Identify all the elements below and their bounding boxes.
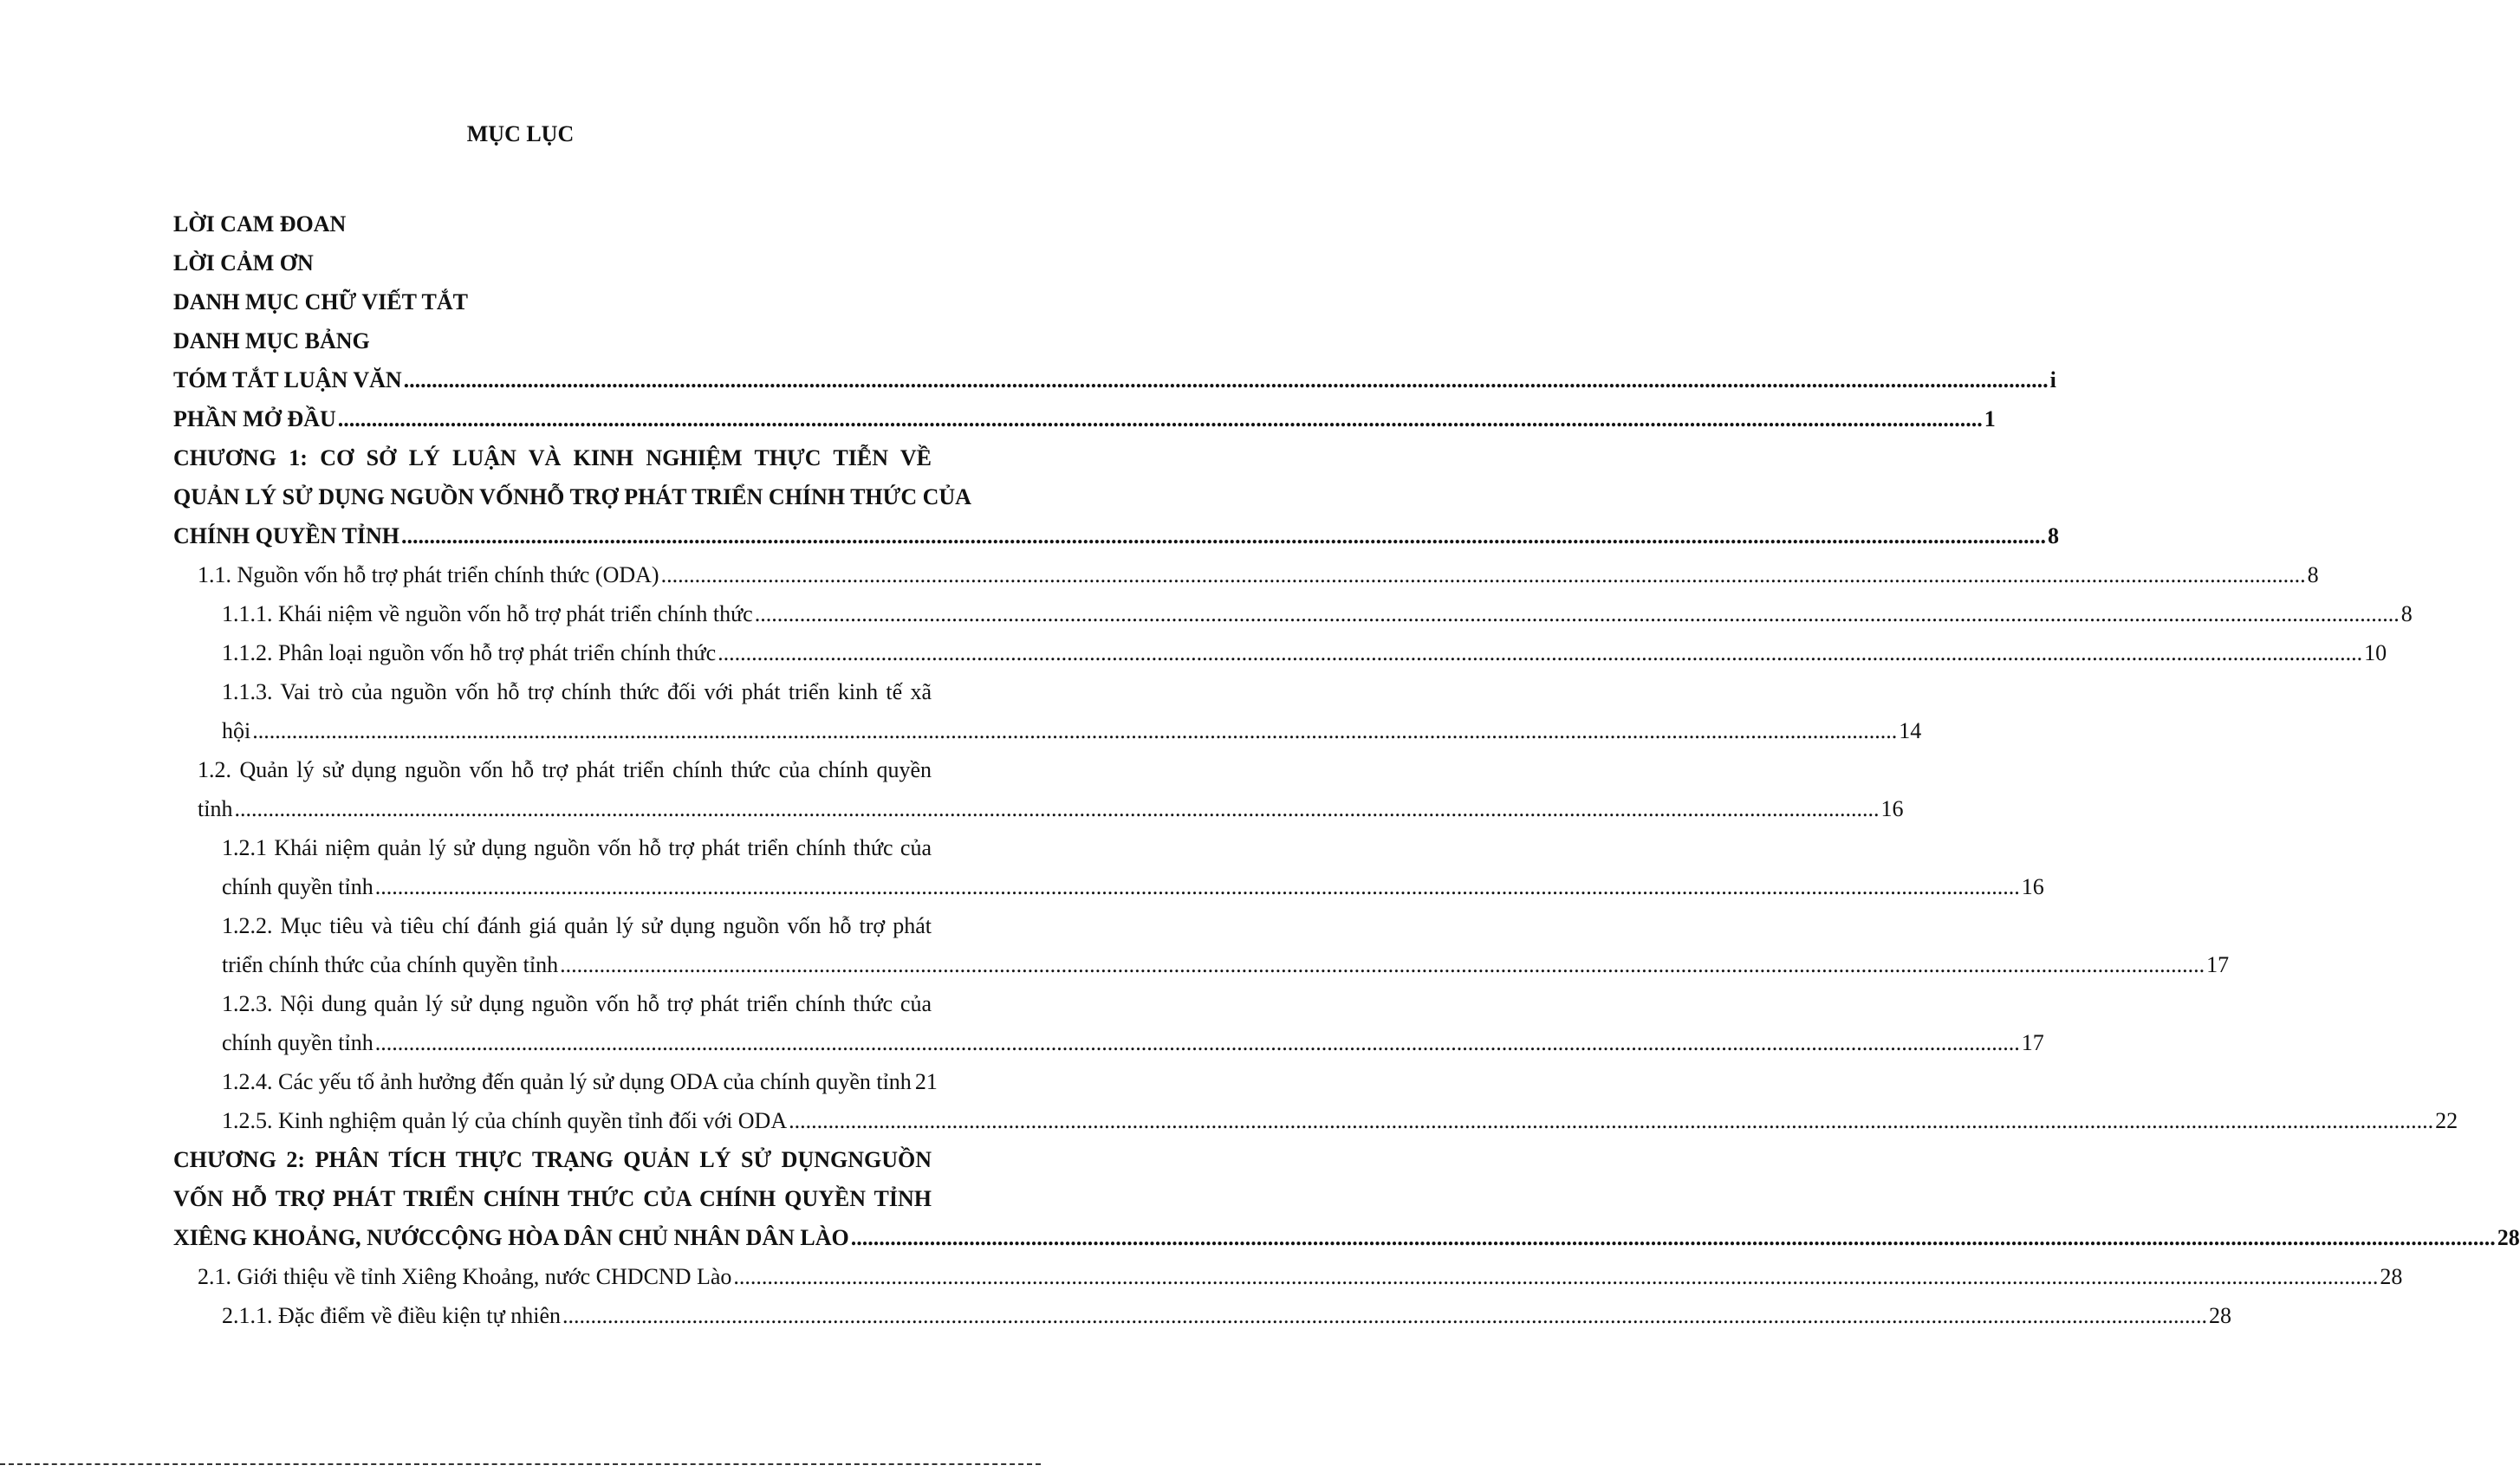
dot-leader: [375, 1023, 2020, 1062]
toc-entry-label: 2.1.1. Đặc điểm về điều kiện tự nhiên: [222, 1303, 561, 1328]
toc-entry: [173, 204, 932, 243]
dot-leader: [562, 1296, 2207, 1335]
table-of-contents: [173, 204, 2520, 1335]
toc-entry: [173, 1062, 938, 1101]
toc-entry-page-number: 8: [2400, 601, 2413, 626]
toc-entry: [173, 1023, 2044, 1062]
toc-entry-label: VỐN HỖ TRỢ PHÁT TRIỂN CHÍNH THỨC CỦA CHÍNH QUYỀN TỈNH: [173, 1186, 932, 1211]
toc-entry-label: 1.2.1 Khái niệm quản lý sử dụng nguồn vốn hỗ trợ phát triển chính thức của: [222, 835, 932, 860]
toc-entry-label: QUẢN LÝ SỬ DỤNG NGUỒN VỐNHỖ TRỢ PHÁT TRIỂN CHÍNH THỨC CỦA: [173, 484, 971, 509]
toc-entry: [173, 477, 971, 516]
toc-entry: [173, 555, 2319, 594]
toc-entry-label: chính quyền tỉnh: [222, 1030, 373, 1055]
toc-entry-label: 1.2.2. Mục tiêu và tiêu chí đánh giá quản lý sử dụng nguồn vốn hỗ trợ phát: [222, 913, 932, 938]
toc-entry: [173, 789, 1904, 828]
page-bottom-rule: [0, 1463, 1041, 1465]
toc-entry-label: CHƯƠNG 2: PHÂN TÍCH THỰC TRẠNG QUẢN LÝ SỬ DỤNGNGUỒN: [173, 1147, 932, 1172]
toc-entry-label: DANH MỤC CHỮ VIẾT TẮT: [173, 289, 468, 315]
toc-entry-page-number: i: [2049, 367, 2056, 392]
toc-entry-label: 1.2.3. Nội dung quản lý sử dụng nguồn vốn hỗ trợ phát triển chính thức của: [222, 991, 932, 1016]
toc-entry-label: CHÍNH QUYỀN TỈNH: [173, 523, 400, 548]
toc-entry: [173, 1257, 2403, 1296]
toc-entry-label: tỉnh: [198, 796, 233, 821]
toc-entry: [173, 438, 932, 477]
toc-entry-label: CHƯƠNG 1: CƠ SỞ LÝ LUẬN VÀ KINH NGHIỆM THỰC TIỄN VỀ: [173, 445, 932, 470]
toc-entry-page-number: 16: [2021, 874, 2044, 899]
toc-entry-page-number: 28: [2380, 1264, 2403, 1289]
toc-entry-page-number: 21: [914, 1069, 938, 1094]
toc-entry-label: 1.2. Quản lý sử dụng nguồn vốn hỗ trợ phát triển chính thức của chính quyền: [198, 757, 932, 782]
toc-entry-page-number: 8: [2307, 562, 2319, 587]
toc-entry-label: 2.1. Giới thiệu về tỉnh Xiêng Khoảng, nước CHDCND Lào: [198, 1264, 732, 1289]
dot-leader: [718, 633, 2362, 672]
dot-leader: [252, 711, 1897, 750]
toc-entry: [173, 633, 2387, 672]
dot-leader: [404, 360, 2049, 399]
toc-entry-label: triển chính thức của chính quyền tỉnh: [222, 952, 559, 977]
toc-entry-page-number: 10: [2364, 640, 2387, 665]
toc-entry: [173, 906, 932, 945]
toc-entry-page-number: 1: [1984, 406, 1996, 431]
toc-entry: [173, 399, 1996, 438]
dot-leader: [733, 1257, 2378, 1296]
dot-leader: [401, 516, 2046, 555]
dot-leader: [661, 555, 2306, 594]
toc-entry-label: DANH MỤC BẢNG: [173, 328, 370, 353]
toc-entry-page-number: 16: [1880, 796, 1904, 821]
toc-entry-page-number: 22: [2435, 1108, 2458, 1133]
toc-entry-page-number: 8: [2048, 523, 2060, 548]
toc-entry: [173, 945, 2230, 984]
toc-entry-label: 1.2.5. Kinh nghiệm quản lý của chính quyền tỉnh đối với ODA: [222, 1108, 788, 1133]
dot-leader: [338, 399, 1983, 438]
dot-leader: [375, 867, 2020, 906]
toc-entry: [173, 594, 2413, 633]
toc-entry: [173, 1296, 2231, 1335]
toc-entry-label: 1.2.4. Các yếu tố ảnh hưởng đến quản lý sử dụng ODA của chính quyền tỉnh: [222, 1069, 912, 1094]
toc-entry: [173, 516, 2060, 555]
toc-entry: [173, 711, 1922, 750]
toc-entry: [173, 1101, 2458, 1140]
toc-entry-label: LỜI CẢM ƠN: [173, 250, 314, 276]
toc-entry-page-number: 17: [2021, 1030, 2044, 1055]
dot-leader: [755, 594, 2400, 633]
dot-leader: [560, 945, 2205, 984]
toc-entry-page-number: 14: [1899, 718, 1922, 743]
toc-entry: [173, 828, 932, 867]
dot-leader: [789, 1101, 2433, 1140]
toc-entry-label: XIÊNG KHOẢNG, NƯỚCCỘNG HÒA DÂN CHỦ NHÂN DÂN LÀO: [173, 1225, 849, 1250]
toc-entry-page-number: 28: [2209, 1303, 2231, 1328]
toc-entry: [173, 282, 932, 321]
page-title: MỤC LỤC: [466, 121, 575, 146]
toc-entry: [173, 867, 2044, 906]
toc-entry: [173, 321, 932, 360]
toc-entry-label: chính quyền tỉnh: [222, 874, 373, 899]
toc-entry: [173, 984, 932, 1023]
dot-leader: [851, 1218, 2496, 1257]
toc-entry: [173, 243, 932, 282]
toc-entry-label: 1.1.1. Khái niệm về nguồn vốn hỗ trợ phát triển chính thức: [222, 601, 753, 626]
toc-entry: [173, 750, 932, 789]
toc-entry-label: TÓM TẮT LUẬN VĂN: [173, 367, 402, 392]
toc-entry-label: LỜI CAM ĐOAN: [173, 211, 347, 237]
toc-entry: [173, 1140, 932, 1179]
toc-entry-label: 1.1. Nguồn vốn hỗ trợ phát triển chính thức (ODA): [198, 562, 659, 587]
toc-entry-label: hội: [222, 718, 251, 743]
toc-entry: [173, 1179, 932, 1218]
toc-entry-label: 1.1.2. Phân loại nguồn vốn hỗ trợ phát triển chính thức: [222, 640, 717, 665]
toc-entry: [173, 360, 2056, 399]
toc-entry-page-number: 28: [2497, 1225, 2520, 1250]
toc-entry: [173, 672, 932, 711]
dot-leader: [234, 789, 1879, 828]
toc-entry-page-number: 17: [2206, 952, 2230, 977]
toc-entry: [173, 1218, 2520, 1257]
toc-entry-label: PHẦN MỞ ĐẦU: [173, 406, 336, 431]
toc-entry-label: 1.1.3. Vai trò của nguồn vốn hỗ trợ chính thức đối với phát triển kinh tế xã: [222, 679, 932, 704]
